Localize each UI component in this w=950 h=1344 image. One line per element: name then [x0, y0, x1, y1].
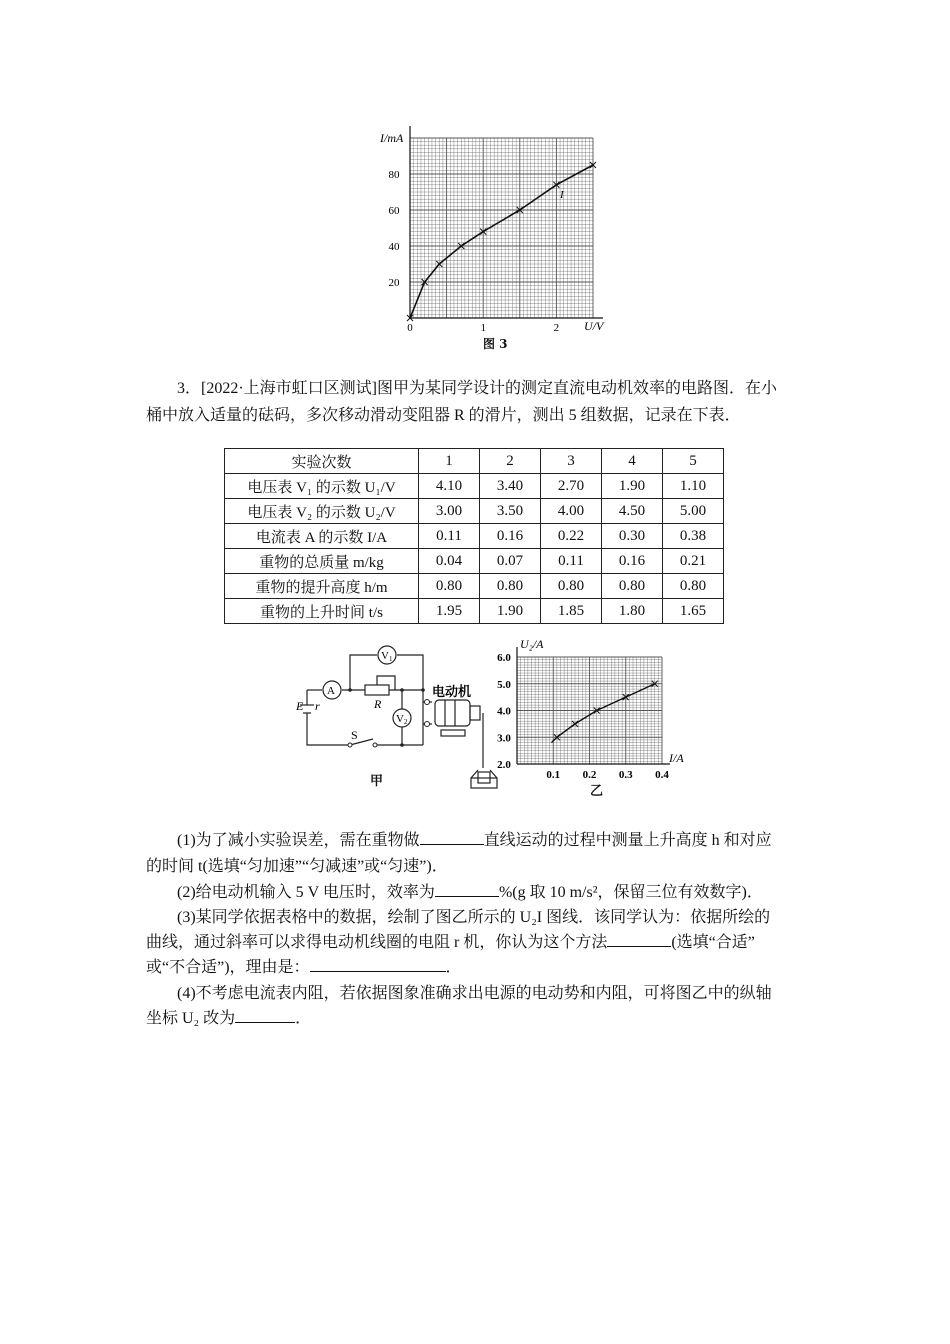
question-line1: 3．[2022·上海市虹口区测试]图甲为某同学设计的测定直流电动机效率的电路图．在小	[177, 380, 777, 397]
table-cell: 3	[541, 449, 602, 474]
part2-answer-blank[interactable]	[435, 880, 499, 897]
table-cell: 1.95	[419, 599, 480, 624]
figure3-chart	[370, 120, 620, 355]
part3-line1: (3)某同学依据表格中的数据，绘制了图乙所示的 U₂I 图线．该同学认为：依据所绘的	[177, 909, 771, 926]
table-cell: 4.00	[541, 499, 602, 524]
figure3-ylabel: I/mA	[380, 131, 404, 145]
table-cell: 3.00	[419, 499, 480, 524]
figure3-x-tick-label: 1	[480, 322, 486, 334]
figureB-x-tick-label: 0.2	[582, 769, 597, 781]
table-cell: 0.80	[419, 574, 480, 599]
table-cell: 2.70	[541, 474, 602, 499]
table-cell: 1.10	[663, 474, 724, 499]
figureB-tick-labels	[497, 652, 669, 781]
rheostat-label: R	[374, 697, 382, 711]
circuit-caption: 甲	[370, 774, 384, 789]
table-row-label: 重物的提升高度 h/m	[225, 574, 419, 599]
table-cell: 0.80	[480, 574, 541, 599]
table-cell: 4.50	[602, 499, 663, 524]
table-cell: 1	[419, 449, 480, 474]
part4-line1: (4)不考虑电流表内阻，若依据图象准确求出电源的电动势和内阻，可将图乙中的纵轴	[177, 985, 772, 1002]
figureB-x-tick-label: 0.3	[618, 769, 633, 781]
figure3-y-tick-label: 80	[388, 169, 400, 181]
table-cell: 5.00	[663, 499, 724, 524]
table-row-label: 重物的上升时间 t/s	[225, 599, 419, 624]
figure3-x-tick-label: 2	[553, 322, 560, 334]
table-row-label: 电压表 V₁ 的示数 U₁/V	[225, 474, 419, 499]
table-cell: 0.11	[419, 524, 480, 549]
table-header-row	[225, 449, 724, 474]
figureB-y-tick-label: 2.0	[497, 759, 511, 771]
figureB-curve	[551, 681, 657, 743]
figure3-caption: 图 3	[483, 337, 508, 351]
part3-line3: 或“不合适”)，理由是： ．	[146, 955, 462, 980]
table-row	[225, 474, 724, 499]
table-cell: 1.90	[602, 474, 663, 499]
motor-label: 电动机	[432, 684, 472, 699]
table-cell: 0.11	[541, 549, 602, 574]
table-cell: 0.22	[541, 524, 602, 549]
figureB-x-tick-label: 0.4	[655, 769, 669, 781]
data-table	[224, 448, 724, 624]
table-row-label: 重物的总质量 m/kg	[225, 549, 419, 574]
table-row	[225, 549, 724, 574]
table-row	[225, 524, 724, 549]
svg-text:V: V	[381, 650, 389, 662]
table-row	[225, 499, 724, 524]
figure3-y-tick-label: 40	[388, 241, 400, 253]
table-cell: 4.10	[419, 474, 480, 499]
part3-reason-blank[interactable]	[310, 955, 446, 972]
part2-line: (2)给电动机输入 5 V 电压时，效率为 %(g 取 10 m/s²，保留三位有效数字)．	[177, 880, 763, 905]
svg-text:2: 2	[404, 718, 408, 726]
table-cell: 4	[602, 449, 663, 474]
figureB-x-tick-label: 0.1	[546, 769, 561, 781]
figure3-curve-label: I	[560, 189, 564, 201]
figure3-grid	[410, 126, 603, 318]
table-cell: 0.16	[602, 549, 663, 574]
part3-line2: 曲线，通过斜率可以求得电动机线圈的电阻 r 机，你认为这个方法 (选填“合适”	[146, 930, 755, 955]
part3-answer-blank[interactable]	[607, 930, 671, 947]
table-row-label: 电流表 A 的示数 I/A	[225, 524, 419, 549]
table-row-label: 电压表 V₂ 的示数 U₂/V	[225, 499, 419, 524]
figureB-chart	[492, 632, 702, 782]
table-cell: 2	[480, 449, 541, 474]
emf-label: E	[296, 699, 304, 713]
svg-text:V: V	[396, 713, 404, 725]
circuit-diagram	[295, 640, 505, 790]
table-row-label: 实验次数	[225, 449, 419, 474]
table-cell: 0.04	[419, 549, 480, 574]
table-cell: 3.50	[480, 499, 541, 524]
part4-answer-blank[interactable]	[235, 1006, 295, 1023]
svg-text:1: 1	[389, 655, 393, 663]
table-cell: 0.80	[541, 574, 602, 599]
table-cell: 0.80	[602, 574, 663, 599]
table-cell: 1.65	[663, 599, 724, 624]
figureB-ylabel: U₂/A	[520, 637, 544, 651]
internal-resistance-label: r	[315, 699, 320, 713]
figure3-y-tick-label: 20	[388, 277, 400, 289]
part4-line2: 坐标 U₂ 改为 ．	[146, 1006, 311, 1031]
figureB-y-tick-label: 4.0	[497, 705, 511, 718]
question-line2: 桶中放入适量的砝码，多次移动滑动变阻器 R 的滑片，测出 5 组数据，记录在下表．	[146, 407, 741, 424]
figureB-caption: 乙	[590, 784, 604, 799]
table-row	[225, 599, 724, 624]
table-cell: 3.40	[480, 474, 541, 499]
figureB-grid	[517, 647, 670, 764]
part1-answer-blank[interactable]	[420, 828, 484, 845]
table-cell: 0.38	[663, 524, 724, 549]
figureB-y-tick-label: 3.0	[497, 732, 511, 745]
figure3-x-tick-label: 0	[407, 322, 413, 334]
table-cell: 1.80	[602, 599, 663, 624]
table-cell: 1.90	[480, 599, 541, 624]
table-cell: 1.85	[541, 599, 602, 624]
table-cell: 5	[663, 449, 724, 474]
part1-line1: (1)为了减小实验误差，需在重物做 直线运动的过程中测量上升高度 h 和对应	[177, 828, 772, 853]
table-cell: 0.07	[480, 549, 541, 574]
switch-label: S	[351, 728, 358, 742]
table-cell: 0.30	[602, 524, 663, 549]
figure3-y-tick-label: 60	[388, 205, 400, 217]
table-cell: 0.16	[480, 524, 541, 549]
figureB-y-tick-label: 5.0	[497, 678, 511, 691]
ammeter-a	[323, 681, 341, 699]
svg-text:A: A	[327, 685, 335, 697]
table-cell: 0.80	[663, 574, 724, 599]
table-row	[225, 574, 724, 599]
figure3-xlabel: U/V	[584, 319, 604, 333]
voltmeter-v2	[393, 709, 411, 727]
table-cell: 0.21	[663, 549, 724, 574]
voltmeter-v1	[378, 646, 396, 664]
part1-line2: 的时间 t(选填“匀加速”“匀减速”或“匀速”)．	[146, 858, 448, 875]
figureB-y-tick-label: 6.0	[497, 652, 511, 664]
figureB-xlabel: I/A	[669, 751, 684, 765]
